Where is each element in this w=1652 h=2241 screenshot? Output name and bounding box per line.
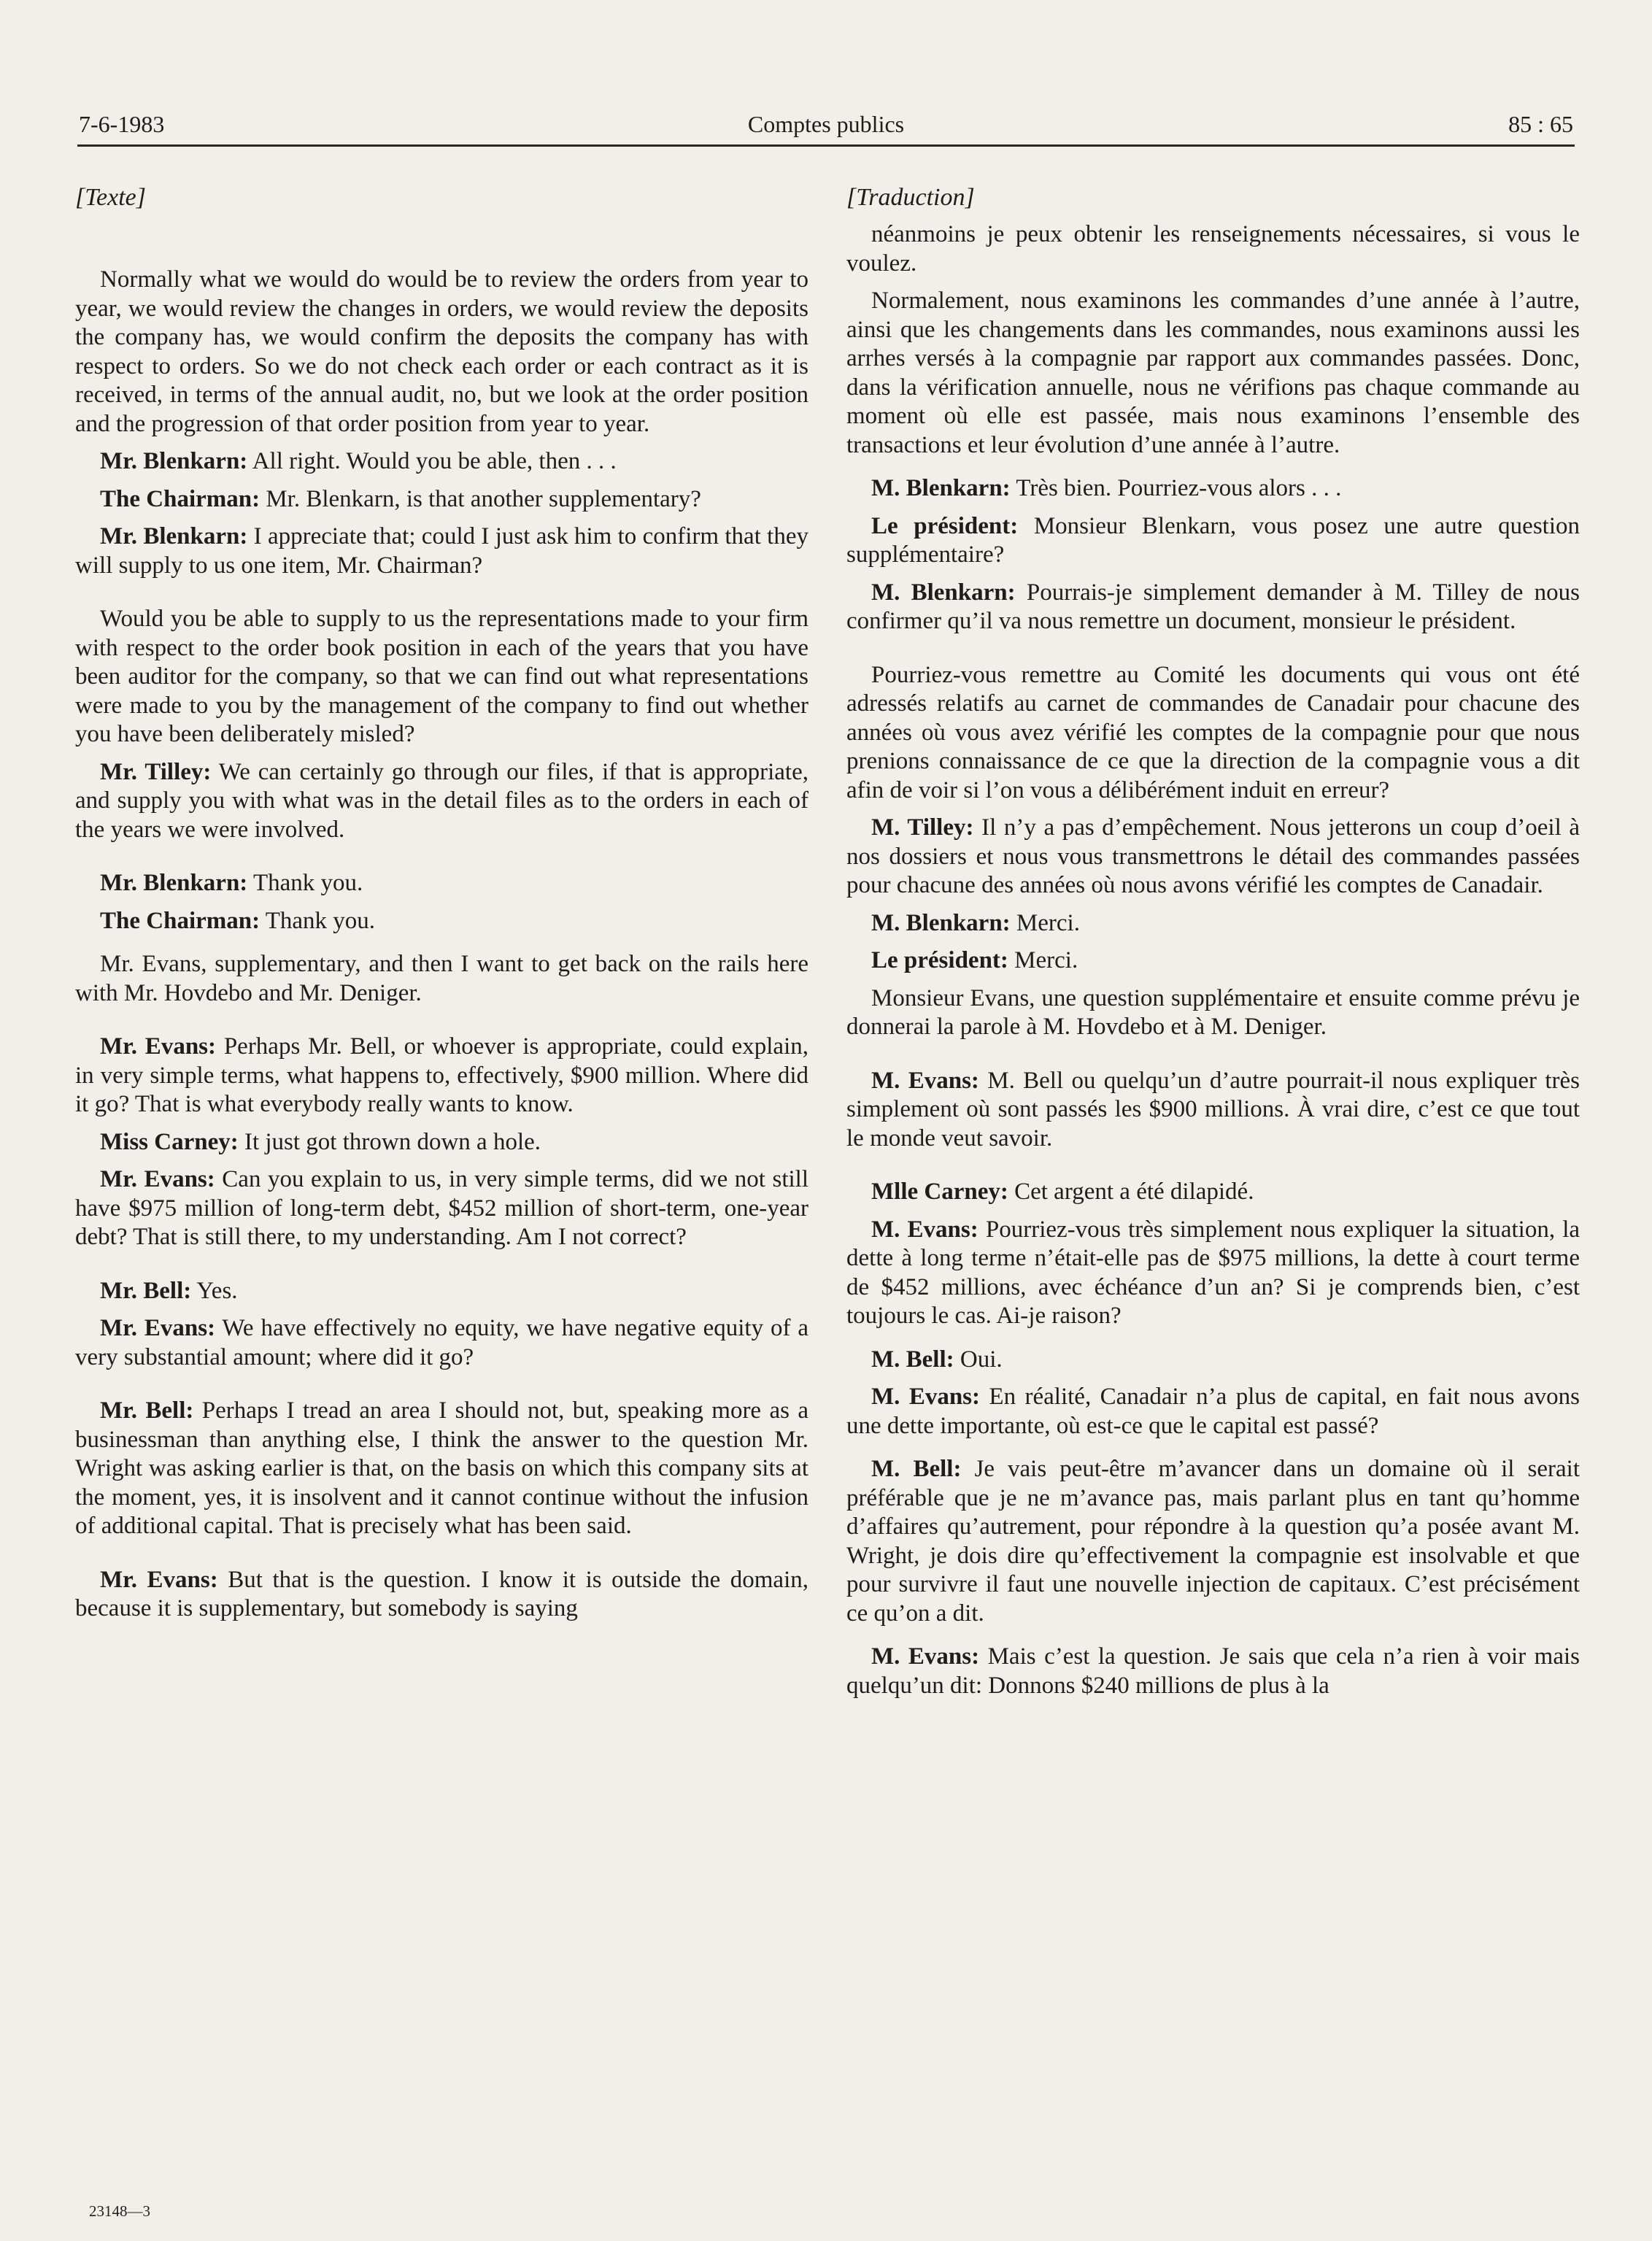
- paragraph-text: Merci.: [1010, 909, 1080, 936]
- paragraph-text: Il n’y a pas d’empêchement. Nous jetterons un coup d’oeil à nos dossiers et nous vous transmettrons le détail des commandes passées pour chacune des années où nous avons vérifié les comptes de Canadair.: [846, 814, 1580, 898]
- speaker-name: M. Tilley:: [871, 814, 974, 841]
- speaker-name: Mr. Evans:: [100, 1566, 218, 1593]
- paragraph: [846, 1216, 1580, 1331]
- paragraph: [75, 1566, 808, 1624]
- paragraph-text: Thank you.: [260, 907, 376, 934]
- speaker-name: M. Evans:: [871, 1067, 979, 1094]
- paragraph: [75, 907, 808, 936]
- paragraph-text: We have effectively no equity, we have negative equity of a very substantial amount; where did it go?: [75, 1315, 808, 1370]
- paragraph: [75, 266, 808, 439]
- speaker-name: Le président:: [871, 947, 1008, 973]
- paragraph-text: M. Bell ou quelqu’un d’autre pourrait-il nous expliquer très simplement où sont passés les $900 millions. À vrai dire, c’est ce que tout le monde veut savoir.: [846, 1067, 1580, 1152]
- speaker-name: Mr. Evans:: [100, 1033, 217, 1060]
- paragraph-text: Cet argent a été dilapidé.: [1008, 1179, 1254, 1205]
- speaker-name: M. Blenkarn:: [871, 579, 1016, 606]
- paragraph-text: Perhaps I tread an area I should not, but, speaking more as a businessman than anything else, I think the answer to the question Mr. Wright was asking earlier is that, on the basis on which this company sits at the moment, yes, it is insolvent and it cannot continue without the infusion of additional capital. That is precisely what has been said.: [75, 1397, 808, 1539]
- paragraph-text: Mais c’est la question. Je sais que cela n’a rien à voir mais quelqu’un dit: Donnons $240 millions de plus à la: [846, 1643, 1580, 1699]
- speaker-name: Mr. Bell:: [100, 1277, 192, 1304]
- paragraph: [846, 1346, 1580, 1375]
- header-date: 7-6-1983: [79, 111, 165, 137]
- speaker-name: Mr. Blenkarn:: [100, 870, 248, 896]
- paragraph-text: Monsieur Blenkarn, vous posez une autre question supplémentaire?: [846, 512, 1580, 568]
- paragraph-text: Perhaps Mr. Bell, or whoever is appropriate, could explain, in very simple terms, what happens to, effectively, $900 million. Where did it go? That is what everybody really wants to know.: [75, 1033, 808, 1117]
- paragraph: [75, 869, 808, 898]
- paragraph-text: Monsieur Evans, une question supplémentaire et ensuite comme prévu je donnerai la parole à M. Hovdebo et à M. Deniger.: [846, 984, 1580, 1040]
- speaker-name: Miss Carney:: [100, 1128, 239, 1155]
- speaker-name: M. Bell:: [871, 1346, 954, 1373]
- paragraph-text: But that is the question. I know it is outside the domain, because it is supplementary, but somebody is saying: [75, 1566, 809, 1621]
- paragraph-text: I appreciate that; could I just ask him to confirm that they will supply to us one item, Mr. Chairman?: [75, 523, 808, 579]
- paragraph-text: Mr. Evans, supplementary, and then I want to get back on the rails here with Mr. Hovdebo and Mr. Deniger.: [75, 951, 808, 1006]
- paragraph-text: We can certainly go through our files, if that is appropriate, and supply you with what was in the detail files as to the orders in each of the years we were involved.: [75, 758, 809, 843]
- paragraph: [75, 485, 808, 514]
- paragraph: [846, 1455, 1580, 1628]
- paragraph: [846, 220, 1580, 278]
- speaker-name: The Chairman:: [100, 907, 260, 934]
- paragraph-text: Would you be able to supply to us the representations made to your firm with respect to the order book position in each of the years that you have been auditor for the company, so that we can find out what representations were made to you by the management of the company to find out whether you have been deliberately misled?: [75, 606, 808, 747]
- speaker-name: M. Evans:: [871, 1643, 980, 1670]
- paragraph: [75, 522, 808, 580]
- paragraph: [75, 1033, 808, 1119]
- paragraph-text: Pourrais-je simplement demander à M. Tilley de nous confirmer qu’il va nous remettre un document, monsieur le président.: [846, 579, 1580, 634]
- paragraph-text: All right. Would you be able, then . . .: [247, 448, 617, 474]
- paragraph-text: Normally what we would do would be to review the orders from year to year, we would review the changes in orders, we would review the deposits the company has, we would confirm the deposits the company has with respect to orders. So we do not check each order or each contract as it is received, in terms of the annual audit, no, but we look at the order position and the progression of that order position from year to year.: [75, 266, 808, 437]
- paragraph: [75, 1314, 808, 1372]
- speaker-name: Mr. Evans:: [100, 1315, 216, 1341]
- english-column: [75, 181, 808, 1632]
- paragraph-text: Mr. Blenkarn, is that another supplementary?: [260, 485, 701, 512]
- speaker-name: Mr. Tilley:: [100, 758, 212, 785]
- paragraph: [846, 984, 1580, 1042]
- paragraph-text: Très bien. Pourriez-vous alors . . .: [1010, 475, 1342, 501]
- paragraph: [75, 758, 808, 845]
- paragraph: [846, 512, 1580, 570]
- paragraph: [75, 1397, 808, 1541]
- paragraph: [75, 950, 808, 1008]
- paragraph: [75, 1128, 808, 1157]
- footer-code: 23148—3: [89, 2202, 150, 2220]
- paragraph: [846, 287, 1580, 460]
- paragraph-text: Can you explain to us, in very simple terms, did we not still have $975 million of long-term debt, $452 million of short-term, one-year debt? That is still there, to my understanding. Am I not correct?: [75, 1166, 808, 1250]
- speaker-name: Mr. Blenkarn:: [100, 448, 248, 474]
- paragraph-text: Normalement, nous examinons les commandes d’une année à l’autre, ainsi que les changements dans les commandes, nous examinons aussi les arrhes versés à la compagnie par rapport aux commandes passées. Donc, dans la vérification annuelle, nous ne vérifions pas chaque commande au moment où elle est passée, mais nous examinons l’ensemble des transactions et leur évolution d’une année à l’autre.: [846, 288, 1580, 458]
- header-page-number: 85 : 65: [1508, 111, 1573, 137]
- paragraph: [846, 474, 1580, 504]
- paragraph-text: Pourriez-vous remettre au Comité les documents qui vous ont été adressés relatifs au carnet de commandes de Canadair pour chacune des années où vous avez vérifié les comptes de la compagnie pour que nous prenions connaissance de ce que la direction de la compagnie vous a dit afin de voir si l’on vous a délibérément induit en erreur?: [846, 661, 1580, 803]
- speaker-name: Mr. Bell:: [100, 1397, 194, 1424]
- speaker-name: Le président:: [871, 512, 1019, 539]
- paragraph: [846, 946, 1580, 976]
- paragraph-text: Thank you.: [247, 870, 363, 896]
- paragraph-text: En réalité, Canadair n’a plus de capital, en fait nous avons une dette importante, où est-ce que le capital est passé?: [846, 1384, 1580, 1439]
- paragraph: [846, 1383, 1580, 1440]
- speaker-name: The Chairman:: [100, 485, 260, 512]
- speaker-name: Mr. Blenkarn:: [100, 523, 248, 549]
- paragraph: [846, 909, 1580, 938]
- paragraph-text: Oui.: [954, 1346, 1003, 1373]
- paragraph: [846, 1643, 1580, 1700]
- paragraph: [75, 1277, 808, 1306]
- paragraph-text: Pourriez-vous très simplement nous expliquer la situation, la dette à long terme n’était-elle pas de $975 millions, la dette à court terme de $452 millions, avec échéance d’un an? Si je comprends bien, c’est toujours le cas. Ai-je raison?: [846, 1216, 1580, 1329]
- paragraph-text: Merci.: [1008, 947, 1078, 973]
- paragraph-text: It just got thrown down a hole.: [238, 1128, 541, 1155]
- paragraph-text: Yes.: [191, 1277, 238, 1304]
- header-rule: [77, 144, 1575, 147]
- column-heading-traduction: [Traduction]: [846, 184, 975, 211]
- paragraph: [75, 1165, 808, 1252]
- paragraph: [846, 661, 1580, 806]
- speaker-name: M. Blenkarn:: [871, 909, 1011, 936]
- paragraph: [75, 447, 808, 477]
- speaker-name: M. Evans:: [871, 1216, 979, 1243]
- paragraph-text: néanmoins je peux obtenir les renseignements nécessaires, si vous le voulez.: [846, 221, 1580, 277]
- paragraph: [846, 1067, 1580, 1154]
- speaker-name: M. Evans:: [871, 1384, 981, 1410]
- speaker-name: M. Blenkarn:: [871, 475, 1011, 501]
- speaker-name: M. Bell:: [871, 1456, 962, 1482]
- speaker-name: Mr. Evans:: [100, 1166, 215, 1192]
- speaker-name: Mlle Carney:: [871, 1179, 1008, 1205]
- paragraph: [846, 814, 1580, 900]
- paragraph-text: Je vais peut-être m’avancer dans un domaine où il serait préférable que je ne m’avance pas, mais parlant plus en tant qu’homme d’affaires qu’autrement, pour répondre à la question qu’a posée avant M. Wright, je dois dire qu’effectivement la compagnie est insolvable et que pour survivre il faut une nouvelle injection de capitaux. C’est précisément ce qu’on a dit.: [846, 1456, 1580, 1627]
- paragraph: [75, 605, 808, 749]
- paragraph: [846, 579, 1580, 636]
- french-column: [846, 181, 1580, 1709]
- column-heading-texte: [Texte]: [75, 184, 146, 211]
- header-title: Comptes publics: [747, 111, 905, 137]
- paragraph: [846, 1178, 1580, 1207]
